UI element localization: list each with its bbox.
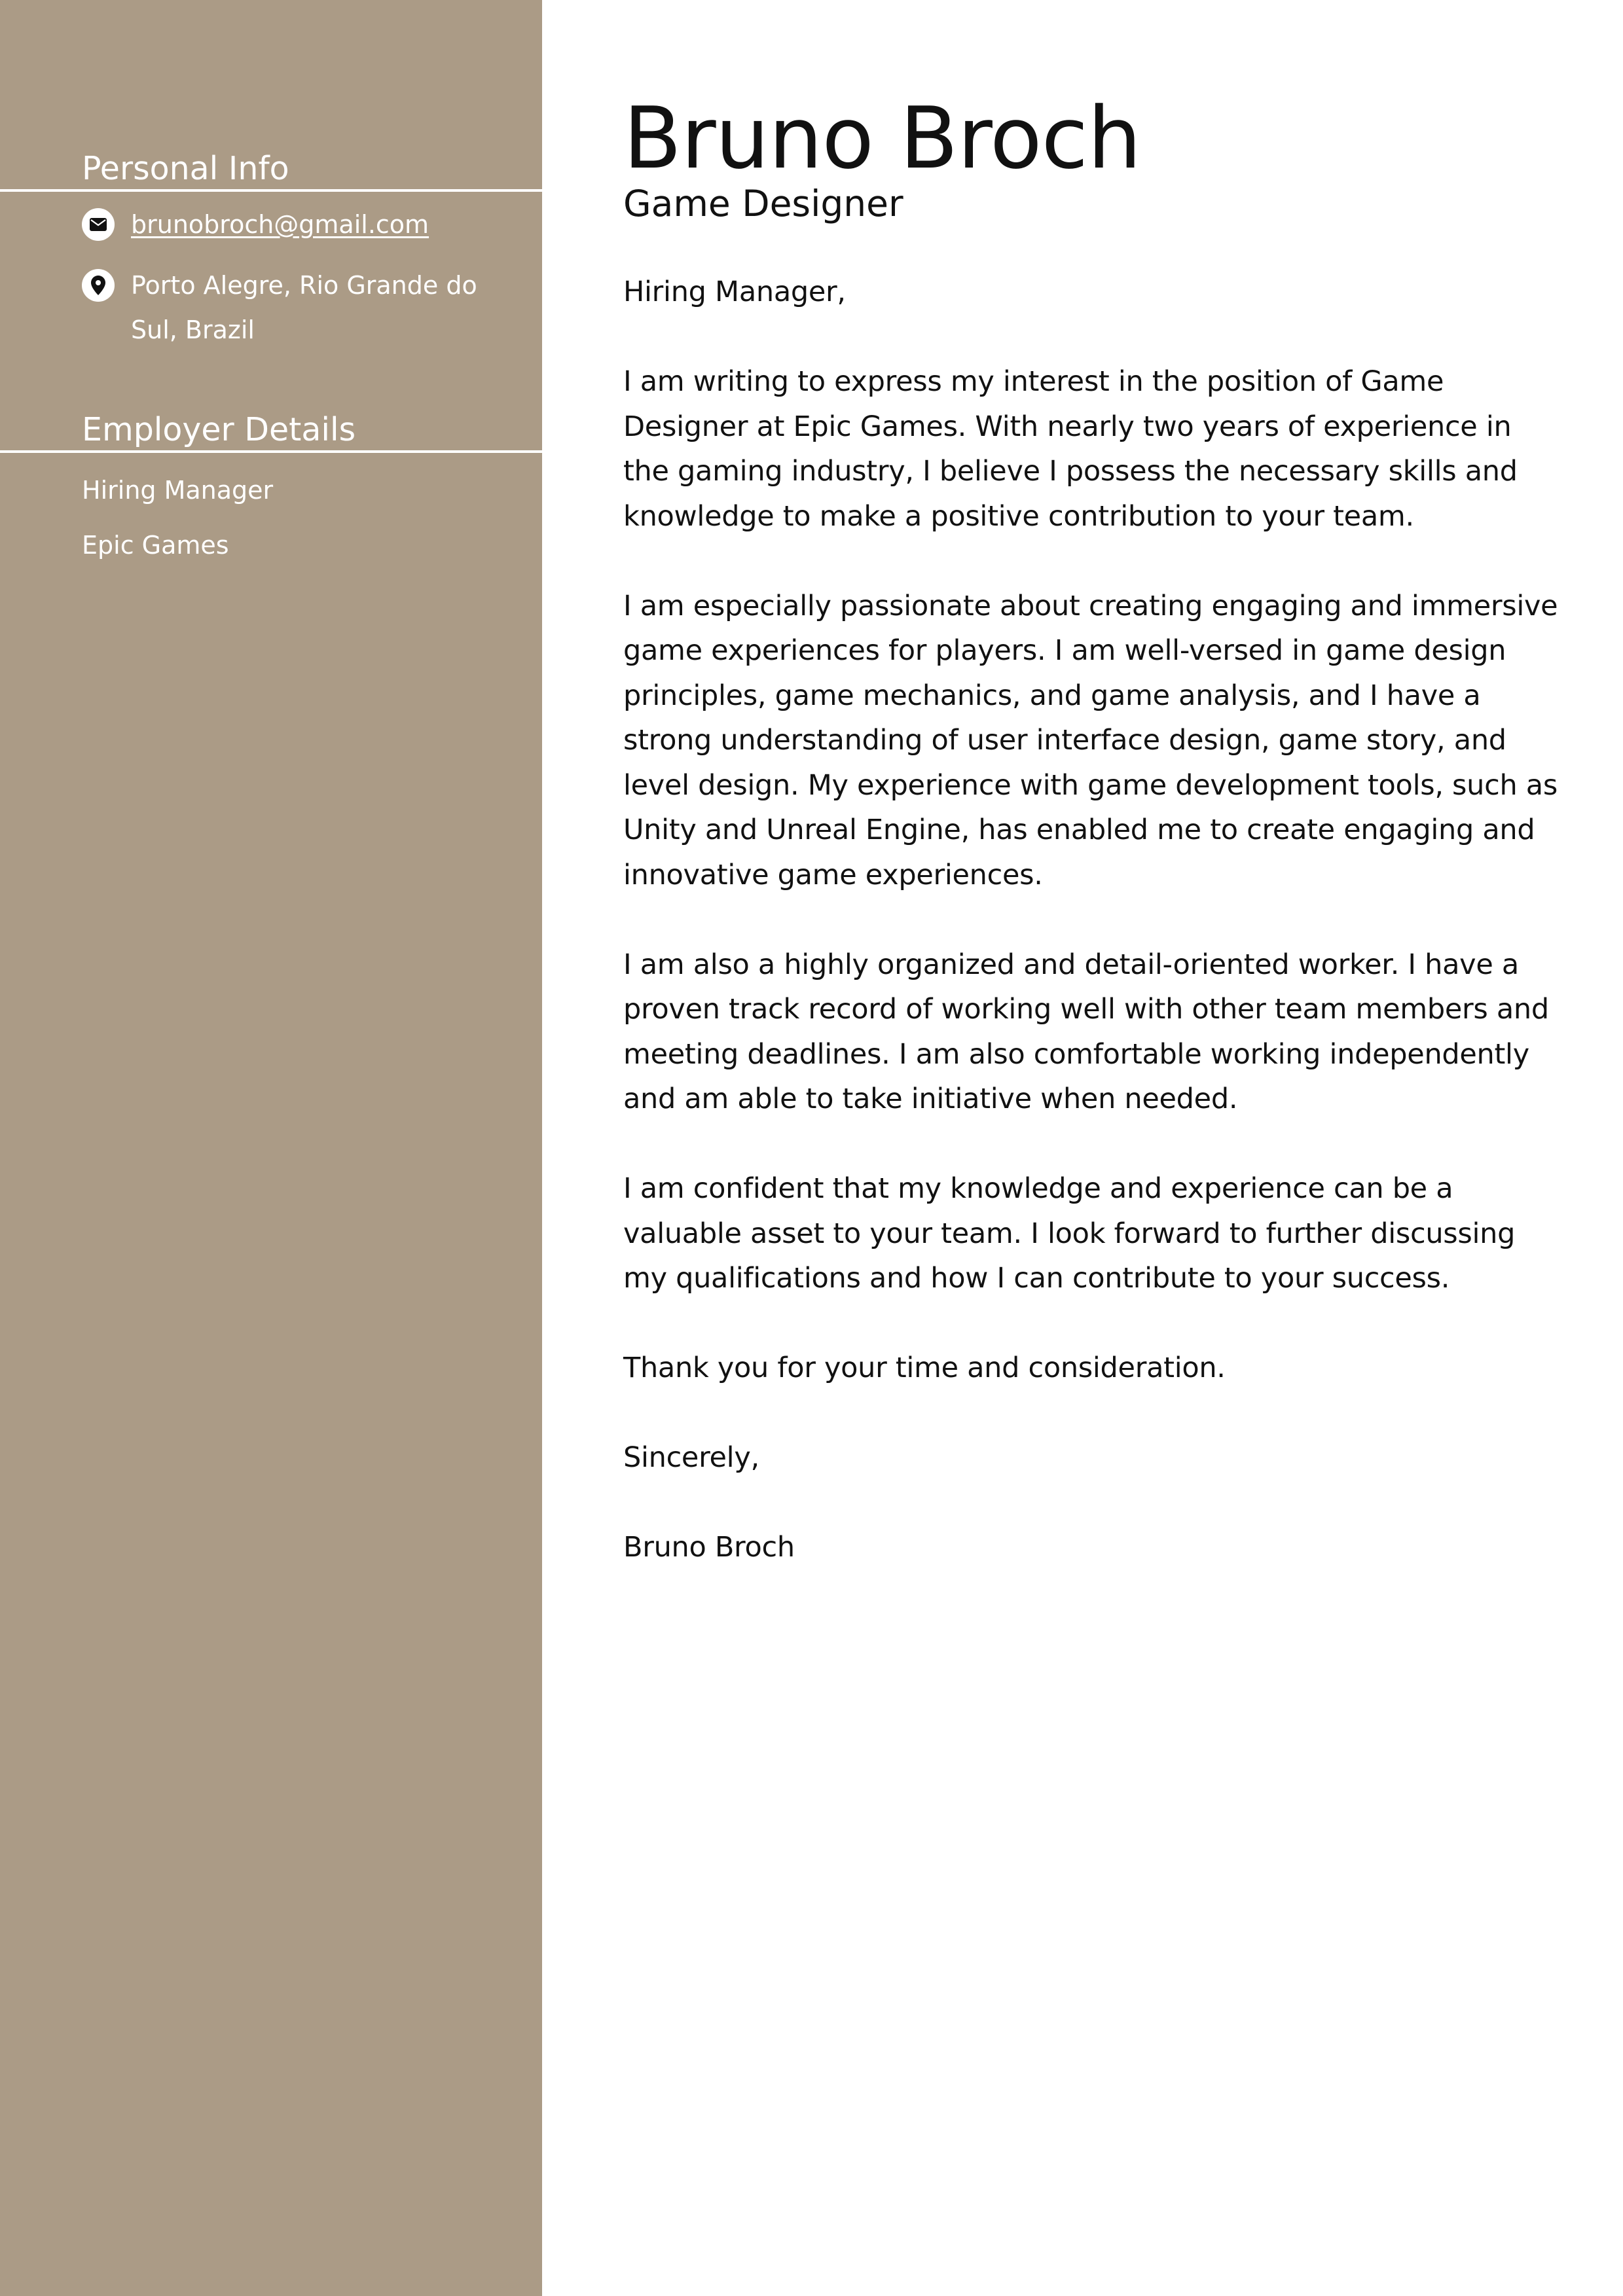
personal-info-divider — [0, 189, 542, 192]
personal-info-heading: Personal Info — [82, 150, 289, 187]
paragraph-passion: I am especially passionate about creating engaging and immersive game experiences for players. I am well-versed in game design principles, game mechanics, and game analysis, and I have a strong understanding of user interface design, game story, and level design. My experience with game development tools, such as Unity and Unreal Engine, has enabled me to create engaging and innovative game experiences. — [623, 589, 1558, 891]
cover-letter — [623, 270, 1559, 1615]
applicant-name: Bruno Broch — [623, 88, 1141, 188]
salutation: Hiring Manager, — [623, 276, 846, 308]
email-link[interactable]: brunobroch@gmail.com — [131, 210, 429, 239]
map-pin-icon — [82, 269, 115, 302]
envelope-icon — [82, 208, 115, 241]
location-row — [82, 269, 498, 352]
employer-details-divider — [0, 450, 542, 453]
paragraph-confidence: I am confident that my knowledge and experience can be a valuable asset to your team. I look forward to further discussing my qualifications and how I can contribute to your success. — [623, 1172, 1516, 1295]
job-title: Game Designer — [623, 183, 903, 224]
closing: Sincerely, — [623, 1441, 759, 1474]
sidebar — [0, 0, 542, 2296]
employer-details-heading: Employer Details — [82, 411, 356, 448]
signature: Bruno Broch — [623, 1531, 795, 1564]
paragraph-thanks: Thank you for your time and consideration. — [623, 1352, 1226, 1384]
email-row — [82, 208, 429, 247]
employer-company: Epic Games — [82, 531, 229, 560]
employer-contact: Hiring Manager — [82, 476, 274, 505]
paragraph-intro: I am writing to express my interest in the position of Game Designer at Epic Games. With nearly two years of experience in the gaming industry, I believe I possess the necessary skills and knowledge to make a positive contribution to your team. — [623, 365, 1518, 533]
paragraph-organization: I am also a highly organized and detail-oriented worker. I have a proven track record of working well with other team members and meeting deadlines. I am also comfortable working independently and am able to take initiative when needed. — [623, 948, 1549, 1115]
location-text: Porto Alegre, Rio Grande do Sul, Brazil — [131, 271, 477, 344]
